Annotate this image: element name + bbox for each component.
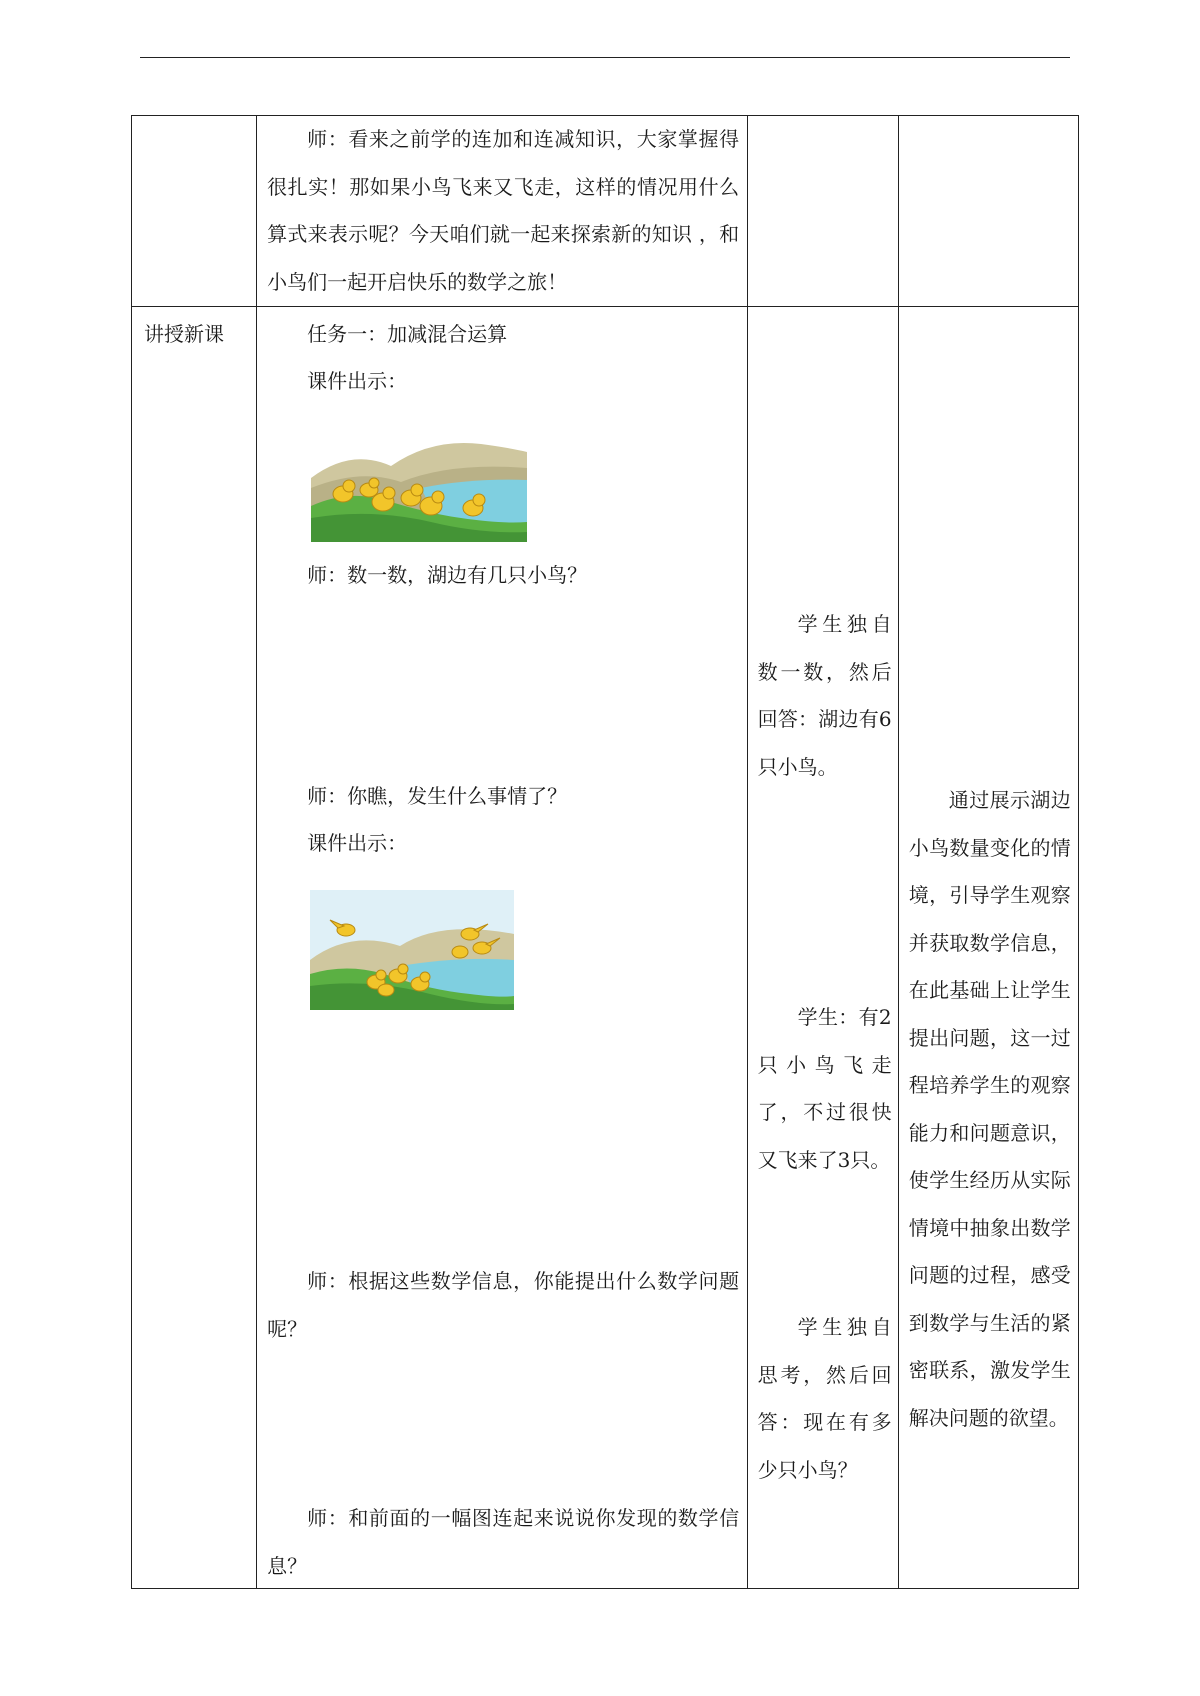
teacher-question-4: 师：和前面的一幅图连起来说说你发现的数学信息？: [267, 1506, 740, 1578]
design-intent-cell: [898, 307, 1078, 1589]
stage-cell: [132, 307, 257, 1589]
header-rule: [140, 57, 1070, 58]
student-answer-2: 学生：有2只小鸟飞走了，不过很快又飞来了3只。: [757, 1005, 892, 1172]
design-intent-cell: [898, 116, 1078, 307]
student-answer-1: 学生独自数一数，然后回答：湖边有6只小鸟。: [757, 612, 892, 779]
teacher-intro-text: 师：看来之前学的连加和连减知识，大家掌握得很扎实！那如果小鸟飞来又飞走，这样的情况用什么算式来表示呢？今天咱们就一起来探索新的知识 ，和小鸟们一起开启快乐的数学之旅！: [267, 127, 740, 294]
table-row: [132, 307, 1079, 1589]
stage-label: 讲授新课: [144, 322, 224, 346]
teacher-question-1: 师：数一数，湖边有几只小鸟？: [307, 563, 588, 587]
design-intent-text: 通过展示湖边小鸟数量变化的情境，引导学生观察并获取数学信息，在此基础上让学生提出问题，这一过程培养学生的观察能力和问题意识，使学生经历从实际情境中抽象出数学问题的过程，感受到数学与生活的紧密联系，激发学生解决问题的欲望。: [908, 788, 1071, 1430]
student-answer-3: 学生独自思考，然后回答：现在有多少只小鸟？: [757, 1315, 892, 1482]
courseware-label: 课件出示：: [307, 369, 408, 393]
teacher-activity-cell: [257, 116, 748, 307]
teacher-activity-cell: [257, 307, 748, 1589]
lesson-plan-table: [131, 115, 1079, 1589]
teacher-question-3: 师：根据这些数学信息，你能提出什么数学问题呢？: [267, 1269, 740, 1341]
courseware-label: 课件出示：: [307, 831, 408, 855]
stage-cell: [132, 116, 257, 307]
task-title: 任务一：加减混合运算: [307, 322, 508, 346]
student-activity-cell: [747, 116, 898, 307]
lake-birds-picture: [311, 418, 527, 542]
teacher-question-2: 师：你瞧，发生什么事情了？: [307, 784, 568, 808]
table-row: [132, 116, 1079, 307]
student-activity-cell: [747, 307, 898, 1589]
birds-flying-picture: [310, 890, 514, 1010]
